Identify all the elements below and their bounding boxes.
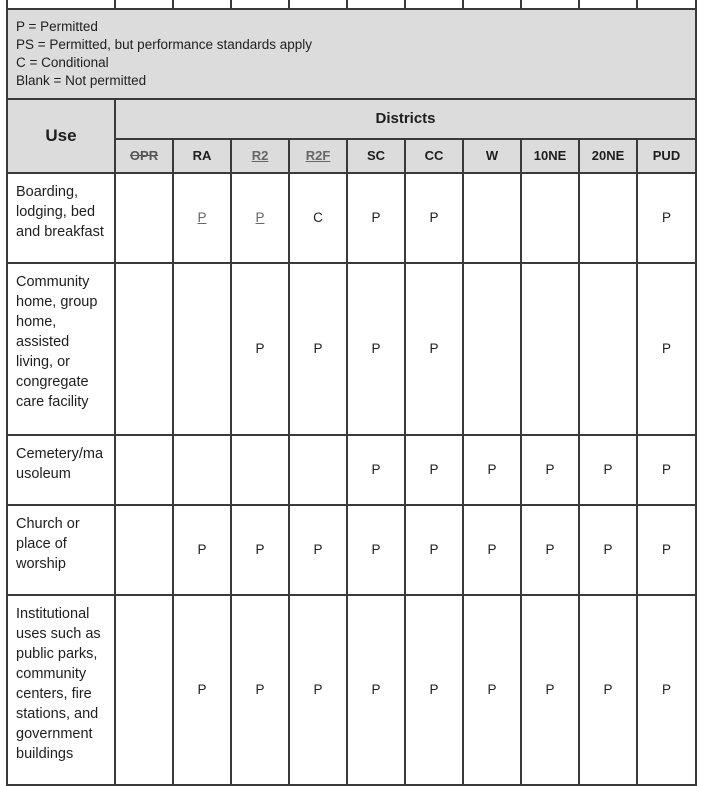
value-text: P bbox=[429, 542, 439, 557]
value-text: P bbox=[313, 341, 323, 356]
value-cell bbox=[637, 263, 696, 435]
value-text: P bbox=[545, 682, 555, 697]
value-cell bbox=[579, 505, 637, 595]
value-cell bbox=[231, 263, 289, 435]
stub-cell bbox=[115, 0, 173, 9]
stub-cell bbox=[637, 0, 696, 9]
use-name-cell: Church or place of worship bbox=[7, 505, 115, 595]
value-text: P bbox=[371, 341, 381, 356]
value-cell bbox=[521, 173, 579, 263]
value-cell bbox=[579, 263, 637, 435]
column-header-ra bbox=[173, 139, 231, 173]
districts-header: Districts bbox=[115, 99, 696, 139]
value-text: P bbox=[197, 210, 207, 225]
legend-row bbox=[7, 9, 696, 99]
value-cell bbox=[173, 263, 231, 435]
value-cell bbox=[637, 595, 696, 785]
value-text: P bbox=[371, 542, 381, 557]
zoning-use-table bbox=[6, 0, 697, 786]
value-cell bbox=[231, 505, 289, 595]
value-cell bbox=[463, 595, 521, 785]
value-cell bbox=[347, 173, 405, 263]
stub-cell bbox=[521, 0, 579, 9]
value-text: P bbox=[661, 682, 671, 697]
value-cell bbox=[463, 505, 521, 595]
column-header-label: OPR bbox=[129, 148, 159, 164]
header-row-districts bbox=[7, 99, 696, 139]
value-text: P bbox=[487, 462, 497, 477]
column-header-r2f bbox=[289, 139, 347, 173]
value-text: P bbox=[661, 462, 671, 477]
stub-cell bbox=[7, 0, 115, 9]
value-text: P bbox=[545, 462, 555, 477]
value-text: P bbox=[603, 542, 613, 557]
value-cell bbox=[115, 595, 173, 785]
table-row bbox=[7, 435, 696, 505]
legend-permitted: P = Permitted bbox=[16, 19, 98, 34]
value-cell bbox=[347, 505, 405, 595]
value-text: P bbox=[661, 542, 671, 557]
value-text: P bbox=[429, 682, 439, 697]
value-cell bbox=[347, 263, 405, 435]
value-text: P bbox=[487, 542, 497, 557]
stub-cell bbox=[579, 0, 637, 9]
value-text: P bbox=[371, 210, 381, 225]
column-header-w bbox=[463, 139, 521, 173]
value-text: P bbox=[603, 682, 613, 697]
table-row bbox=[7, 263, 696, 435]
column-header-r2 bbox=[231, 139, 289, 173]
legend-performance-standards: PS = Permitted, but performance standards apply bbox=[16, 37, 313, 52]
column-header-opr bbox=[115, 139, 173, 173]
stub-cell bbox=[405, 0, 463, 9]
value-text: P bbox=[255, 542, 265, 557]
value-cell bbox=[289, 263, 347, 435]
stub-cell bbox=[173, 0, 231, 9]
value-cell bbox=[405, 505, 463, 595]
value-cell bbox=[289, 435, 347, 505]
value-cell bbox=[289, 595, 347, 785]
value-cell bbox=[231, 595, 289, 785]
value-text: P bbox=[313, 542, 323, 557]
column-header-label: 10NE bbox=[533, 148, 567, 164]
value-cell bbox=[463, 435, 521, 505]
value-cell bbox=[231, 173, 289, 263]
value-text: P bbox=[255, 210, 265, 225]
value-cell bbox=[115, 263, 173, 435]
value-cell bbox=[521, 263, 579, 435]
value-cell bbox=[173, 173, 231, 263]
value-cell bbox=[579, 173, 637, 263]
column-header-pud bbox=[637, 139, 696, 173]
column-header-cc bbox=[405, 139, 463, 173]
value-text: P bbox=[487, 682, 497, 697]
value-cell bbox=[289, 505, 347, 595]
value-cell bbox=[347, 435, 405, 505]
use-name-cell: Institutional uses such as public parks, community centers, fire stations, and government buildings bbox=[7, 595, 115, 785]
use-name-cell: Cemetery/mausoleum bbox=[7, 435, 115, 505]
value-text: P bbox=[255, 682, 265, 697]
column-header-label: SC bbox=[366, 148, 386, 164]
stub-cell bbox=[347, 0, 405, 9]
value-cell bbox=[173, 435, 231, 505]
stub-cell bbox=[463, 0, 521, 9]
value-text: P bbox=[255, 341, 265, 356]
value-cell bbox=[463, 263, 521, 435]
column-header-label: W bbox=[485, 148, 499, 164]
value-text: P bbox=[603, 462, 613, 477]
column-header-20ne bbox=[579, 139, 637, 173]
value-cell bbox=[405, 263, 463, 435]
value-cell bbox=[579, 435, 637, 505]
table-top-stub-row bbox=[7, 0, 696, 9]
value-cell bbox=[637, 505, 696, 595]
value-cell bbox=[637, 173, 696, 263]
value-text: P bbox=[313, 682, 323, 697]
value-cell bbox=[347, 595, 405, 785]
column-header-10ne bbox=[521, 139, 579, 173]
value-cell bbox=[637, 435, 696, 505]
stub-cell bbox=[231, 0, 289, 9]
value-cell bbox=[405, 595, 463, 785]
value-text: P bbox=[371, 682, 381, 697]
value-text: P bbox=[197, 542, 207, 557]
legend-conditional: C = Conditional bbox=[16, 55, 109, 70]
value-cell bbox=[115, 505, 173, 595]
value-text: P bbox=[545, 542, 555, 557]
table-row bbox=[7, 595, 696, 785]
column-header-label: RA bbox=[192, 148, 212, 164]
column-header-label: R2F bbox=[305, 148, 331, 164]
value-text: C bbox=[313, 210, 323, 225]
stub-cell bbox=[289, 0, 347, 9]
table-row bbox=[7, 505, 696, 595]
value-text: P bbox=[661, 341, 671, 356]
value-cell bbox=[115, 173, 173, 263]
value-cell bbox=[405, 435, 463, 505]
column-header-label: 20NE bbox=[591, 148, 625, 164]
use-name-cell: Boarding, lodging, bed and breakfast bbox=[7, 173, 115, 263]
value-cell bbox=[463, 173, 521, 263]
value-cell bbox=[521, 505, 579, 595]
column-header-label: R2 bbox=[251, 148, 269, 164]
value-cell bbox=[231, 435, 289, 505]
value-cell bbox=[521, 435, 579, 505]
value-cell bbox=[289, 173, 347, 263]
value-cell bbox=[173, 595, 231, 785]
use-name-cell: Community home, group home, assisted living, or congregate care facility bbox=[7, 263, 115, 435]
value-text: P bbox=[429, 462, 439, 477]
value-text: P bbox=[429, 210, 439, 225]
legend bbox=[7, 9, 696, 99]
column-header-sc bbox=[347, 139, 405, 173]
value-text: P bbox=[429, 341, 439, 356]
value-text: P bbox=[661, 210, 671, 225]
column-header-label: PUD bbox=[652, 148, 681, 164]
legend-not-permitted: Blank = Not permitted bbox=[16, 73, 147, 88]
value-text: P bbox=[371, 462, 381, 477]
value-cell bbox=[521, 595, 579, 785]
value-cell bbox=[579, 595, 637, 785]
value-cell bbox=[405, 173, 463, 263]
value-cell bbox=[115, 435, 173, 505]
value-cell bbox=[173, 505, 231, 595]
value-text: P bbox=[197, 682, 207, 697]
table-row bbox=[7, 173, 696, 263]
use-column-header: Use bbox=[7, 99, 115, 173]
column-header-label: CC bbox=[424, 148, 444, 164]
